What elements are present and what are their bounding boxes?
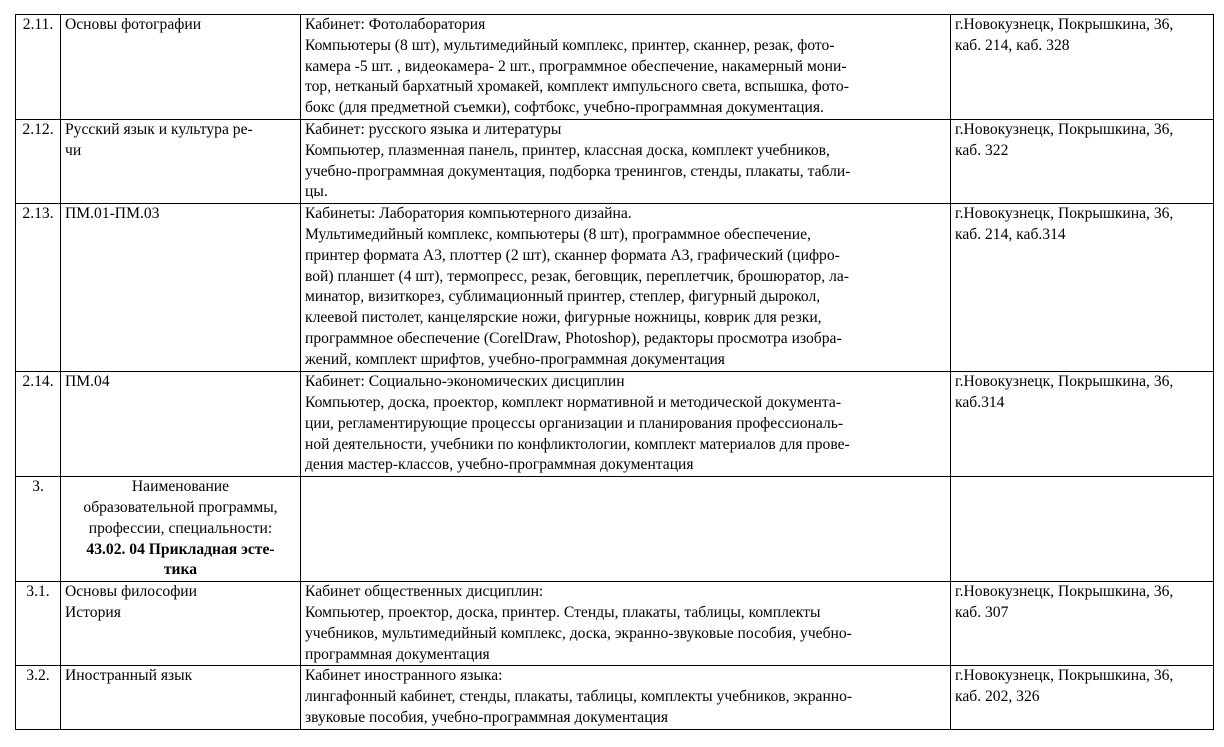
discipline-name-line: ПМ.01-ПМ.03 [65, 205, 160, 223]
discipline-name-line: История [65, 603, 121, 621]
facilities-table [15, 14, 1214, 730]
address-line: каб. 307 [955, 603, 1009, 621]
equipment-description [301, 15, 951, 120]
discipline-name-line: Иностранный язык [65, 667, 193, 685]
equipment-description [301, 119, 951, 203]
discipline-name [61, 666, 301, 730]
discipline-name-line: Основы фотографии [65, 16, 202, 33]
table-row [16, 582, 1214, 666]
address-line: г.Новокузнецк, Покрышкина, 36, [955, 667, 1174, 685]
equipment-line: Кабинеты: Лаборатория компьютерного дизайна. [305, 205, 632, 223]
equipment-line: вой) планшет (4 шт), термопресс, резак, беговщик, переплетчик, брошюратор, ла- [305, 267, 849, 285]
address-line: г.Новокузнецк, Покрышкина, 36, [955, 373, 1174, 391]
equipment-line: учебно-программная документация, подборка тренингов, стенды, плакаты, табли- [305, 162, 851, 180]
equipment-line: Кабинет: Фотолаборатория [305, 16, 486, 33]
equipment-line: лингафонный кабинет, стенды, плакаты, таблицы, комплекты учебников, экранно- [305, 688, 853, 706]
row-number: 3.1. [16, 582, 61, 666]
address-line: г.Новокузнецк, Покрышкина, 36, [955, 120, 1174, 138]
row-number: 2.12. [16, 119, 61, 203]
address [951, 582, 1214, 666]
equipment-line: Кабинет: русского языка и литературы [305, 120, 562, 138]
equipment-line: Компьютер, плазменная панель, принтер, классная доска, комплект учебников, [305, 141, 830, 159]
table-row [16, 204, 1214, 372]
equipment-line: ной деятельности, учебники по конфликтологии, комплект материалов для прове- [305, 435, 850, 453]
row-number: 2.13. [16, 204, 61, 372]
equipment-line: бокс (для предметной съемки), софтбокс, учебно-программная документация. [305, 99, 824, 117]
section-title-line: образовательной программы, [83, 498, 278, 516]
equipment-line: звуковые пособия, учебно-программная документация [305, 708, 669, 726]
table-row [16, 119, 1214, 203]
equipment-line: Кабинет общественных дисциплин: [305, 583, 544, 601]
discipline-name-line: ПМ.04 [65, 373, 110, 391]
specialty-name-line: 43.02. 04 Прикладная эсте- [86, 540, 275, 558]
equipment-line: программная документация [305, 645, 490, 663]
equipment-line: тор, нетканый бархатный хромакей, комплект импульсного света, вспышка, фото- [305, 78, 849, 96]
equipment-line: Кабинет: Социально-экономических дисциплин [305, 373, 625, 391]
row-number: 2.11. [16, 15, 61, 120]
equipment-line: принтер формата А3, плоттер (2 шт), сканнер формата А3, графический (цифро- [305, 246, 840, 264]
address [951, 666, 1214, 730]
equipment-line: программное обеспечение (CorelDraw, Photoshop), редакторы просмотра изобра- [305, 329, 842, 347]
section-title-line: Наименование [131, 478, 230, 496]
address-line: каб. 214, каб. 328 [955, 36, 1070, 54]
equipment-line: Компьютер, проектор, доска, принтер. Стенды, плакаты, таблицы, комплекты [305, 603, 821, 621]
address-line: каб.314 [955, 393, 1005, 411]
equipment-line: клеевой пистолет, канцелярские ножи, фигурные ножницы, коврик для резки, [305, 309, 822, 327]
section-title [61, 477, 301, 582]
equipment-description [301, 204, 951, 372]
empty-cell [951, 477, 1214, 582]
table-row [16, 372, 1214, 477]
address [951, 204, 1214, 372]
discipline-name-line: Русский язык и культура ре- [65, 120, 253, 138]
address-line: г.Новокузнецк, Покрышкина, 36, [955, 16, 1174, 33]
row-number: 3.2. [16, 666, 61, 730]
section-number: 3. [16, 477, 61, 582]
discipline-name [61, 119, 301, 203]
address [951, 15, 1214, 120]
discipline-name [61, 582, 301, 666]
discipline-name-line: чи [65, 141, 82, 159]
address [951, 372, 1214, 477]
equipment-line: ции, регламентирующие процессы организации и планирования профессиональ- [305, 414, 844, 432]
equipment-line: учебников, мультимедийный комплекс, доска, экранно-звуковые пособия, учебно- [305, 624, 852, 642]
equipment-line: Компьютер, доска, проектор, комплект нормативной и методической документа- [305, 393, 842, 411]
address [951, 119, 1214, 203]
address-line: г.Новокузнецк, Покрышкина, 36, [955, 583, 1174, 601]
discipline-name [61, 204, 301, 372]
address-line: г.Новокузнецк, Покрышкина, 36, [955, 205, 1174, 223]
discipline-name-line: Основы философии [65, 583, 197, 601]
equipment-line: Компьютеры (8 шт), мультимедийный комплекс, принтер, сканнер, резак, фото- [305, 36, 835, 54]
specialty-name-line: тика [163, 561, 198, 579]
equipment-line: минатор, визиткорез, сублимационный принтер, степлер, фигурный дырокол, [305, 288, 821, 306]
table-row [16, 15, 1214, 120]
equipment-description [301, 582, 951, 666]
facilities-table-body [16, 15, 1214, 730]
discipline-name [61, 372, 301, 477]
row-number: 2.14. [16, 372, 61, 477]
address-line: каб. 322 [955, 141, 1009, 159]
equipment-line: камера -5 шт. , видеокамера- 2 шт., программное обеспечение, накамерный мони- [305, 57, 847, 75]
equipment-description [301, 666, 951, 730]
equipment-line: жений, комплект шрифтов, учебно-программная документация [305, 350, 725, 368]
equipment-line: цы. [305, 183, 328, 201]
address-line: каб. 214, каб.314 [955, 225, 1066, 243]
equipment-description [301, 372, 951, 477]
section-title-line: профессии, специальности: [88, 519, 273, 537]
discipline-name [61, 15, 301, 120]
equipment-line: Мультимедийный комплекс, компьютеры (8 шт), программное обеспечение, [305, 225, 811, 243]
empty-cell [301, 477, 951, 582]
equipment-line: Кабинет иностранного языка: [305, 667, 503, 685]
table-row [16, 666, 1214, 730]
address-line: каб. 202, 326 [955, 688, 1040, 706]
section-row [16, 477, 1214, 582]
equipment-line: дения мастер-классов, учебно-программная документация [305, 456, 694, 474]
